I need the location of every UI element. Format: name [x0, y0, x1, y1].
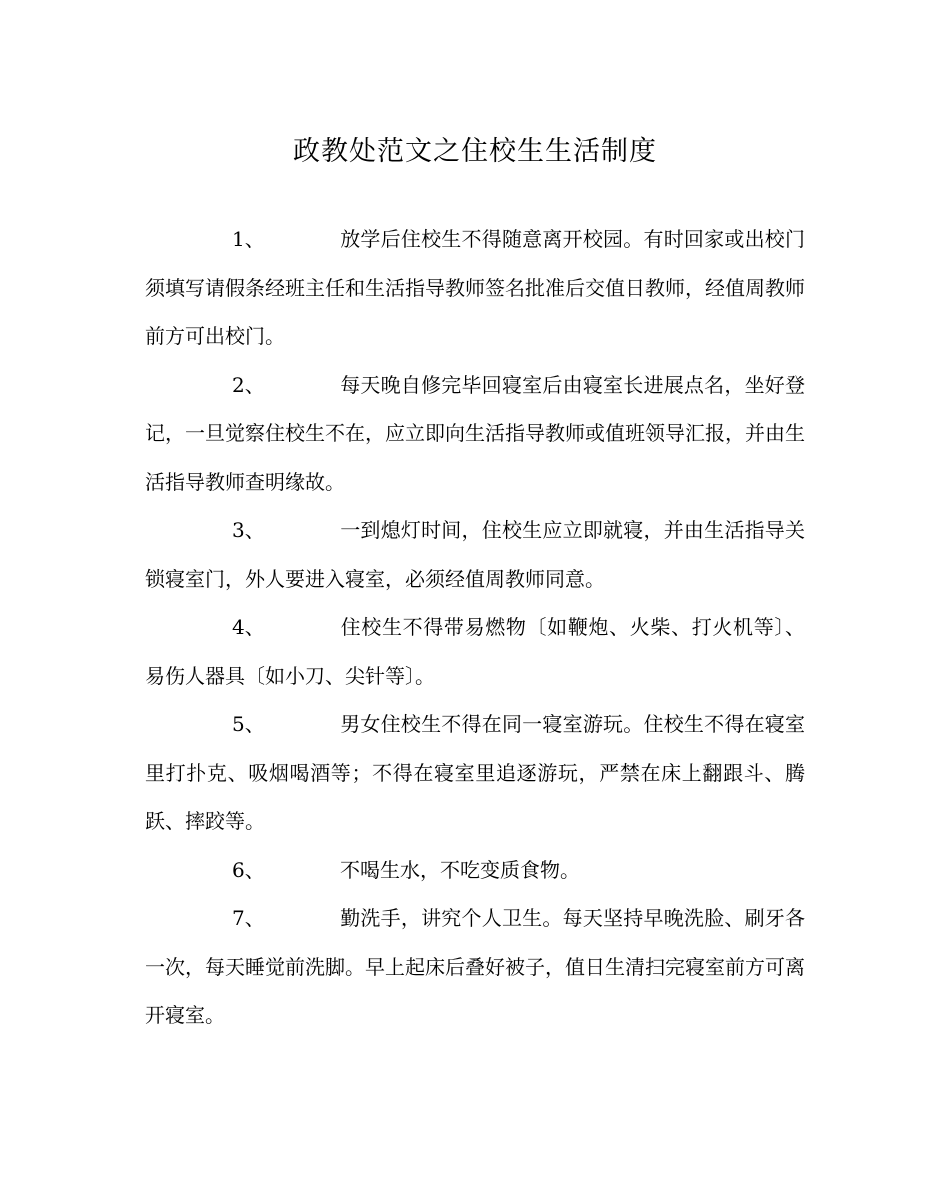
item-number: 3、 [232, 518, 265, 542]
item-text: 勤洗手，讲究个人卫生。每天坚持早晚洗脸、刷牙各一次，每天睡觉前洗脚。早上起床后叠好被子，值日生清扫完寝室前方可离开寝室。 [145, 906, 805, 1027]
document-body [145, 215, 805, 1040]
page-title: 政教处范文之住校生生活制度 [293, 136, 657, 167]
item-text: 男女住校生不得在同一寝室游玩。住校生不得在寝室里打扑克、吸烟喝酒等；不得在寝室里追逐游玩，严禁在床上翻跟斗、腾跃、摔跤等。 [145, 712, 805, 833]
list-item [145, 603, 805, 700]
item-number: 6、 [232, 857, 265, 882]
item-text: 一到熄灯时间，住校生应立即就寝，并由生活指导关锁寝室门，外人要进入寝室，必须经值周教师同意。 [145, 518, 805, 591]
item-number: 7、 [232, 906, 265, 930]
list-item [145, 361, 805, 507]
item-number: 2、 [232, 372, 265, 397]
item-text: 每天晚自修完毕回寝室后由寝室长进展点名，坐好登记，一旦觉察住校生不在，应立即向生活指导教师或值班领导汇报，并由生活指导教师查明缘故。 [145, 372, 805, 494]
list-item [145, 506, 805, 603]
item-number: 1、 [232, 227, 265, 251]
item-text: 放学后住校生不得随意离开校园。有时回家或出校门须填写请假条经班主任和生活指导教师签名批准后交值日教师，经值周教师前方可出校门。 [145, 227, 805, 348]
list-item [145, 700, 805, 846]
item-text: 不喝生水，不吃变质食物。 [340, 857, 580, 882]
list-item [145, 894, 805, 1040]
item-text: 住校生不得带易燃物〔如鞭炮、火柴、打火机等〕、易伤人器具〔如小刀、尖针等〕。 [145, 615, 805, 688]
item-number: 5、 [232, 712, 265, 736]
item-number: 4、 [232, 615, 265, 639]
list-item [145, 846, 805, 895]
list-item [145, 215, 805, 361]
